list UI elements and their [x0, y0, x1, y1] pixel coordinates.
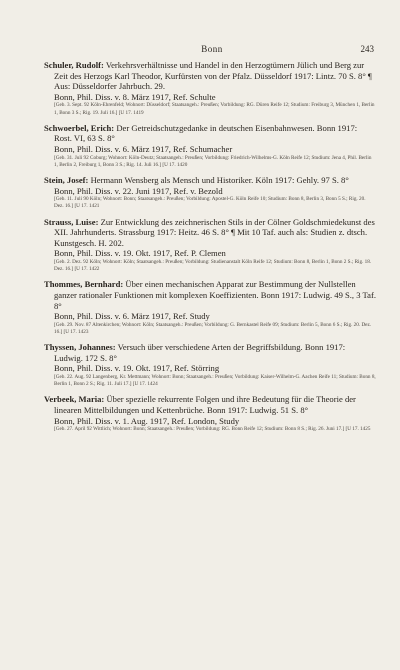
entry-publication: Bonn, Phil. Diss. v. 19. Okt. 1917, Ref. Störring: [54, 363, 220, 374]
entry-publication: Bonn, Phil. Diss. v. 22. Juni 1917, Ref. v. Bezold: [54, 185, 223, 196]
entry-publication: Bonn, Phil. Diss. v. 8. März 1917, Ref. Schulte: [54, 91, 216, 102]
entry-title: Der Getreidschutzgedanke in deutschen Eisenbahnwesen. Bonn 1917: Rost. VI, 63 S. 8°: [54, 122, 358, 144]
entry-list: [44, 60, 376, 439]
entry-publication: Bonn, Phil. Diss. v. 1. Aug. 1917, Ref. London, Study: [54, 415, 240, 426]
entry-biographical-note: [Geb. 3. Sept. 92 Köln-Ehrenfeld; Wohnort: Düsseldorf; Staatsangeh.: Preußen; Vorbildung: RG. Düren Reife 12; Studium: Freiburg 3, München 1, Berlin 1, Bonn 3 S.; Rig. 19. Juli 16.] [U 17. 1419: [54, 102, 375, 116]
entry-author: Strauss, Luise:: [44, 216, 99, 227]
list-item: [44, 217, 376, 274]
page-header: [50, 44, 374, 58]
entry-publication: Bonn, Phil. Diss. v. 6. März 1917, Ref. Study: [54, 311, 210, 322]
list-item: [44, 279, 376, 336]
list-item: [44, 394, 376, 433]
entry-biographical-note: [Geb. 29. Nov. 87 Altenkirchen; Wohnort: Köln; Staatsangeh.: Preußen; Vorbildung: G. Bernkastel Reife 09; Studium: Berlin 5, Bonn 6 S.; Rig. 20. Dez. 16.] [U 17. 1423: [54, 321, 372, 335]
list-item: [44, 60, 376, 117]
entry-author: Thommes, Bernhard:: [44, 279, 124, 290]
entry-publication: Bonn, Phil. Diss. v. 6. März 1917, Ref. Schumacher: [54, 143, 233, 154]
list-item: [44, 175, 376, 211]
entry-author: Stein, Josef:: [44, 174, 89, 185]
page-number: 243: [360, 44, 374, 54]
entry-title: Zur Entwicklung des zeichnerischen Stils in der Cölner Goldschmiedekunst des XII. Jahrhunderts. Strassburg 1917: Heitz. 46 S. 8° ¶ Mit 10 Taf. auch als: Studien z. dtsch. Kunstgesch. H. 202.: [54, 216, 375, 248]
entry-author: Schuler, Rudolf:: [44, 60, 104, 70]
running-head: Bonn: [201, 44, 223, 54]
entry-title: Verkehrsverhältnisse und Handel in den Herzogtümern Jülich und Berg zur Zeit des Herzogs Karl Theodor, Kurfürsten von der Pfalz. Düsseldorf 1917: Lintz. 70 S. 8° ¶ Aus: Düsseldorfer Jahrbuch. 29.: [54, 60, 372, 92]
entry-title: Hermann Wensberg als Mensch und Historiker. Köln 1917: Gehly. 97 S. 8°: [90, 174, 349, 185]
entry-biographical-note: [Geb. 22. Aug. 92 Langenberg, Kr. Mettmann; Wohnort: Bonn; Staatsangeh.: Preußen; Vorbildung: Kaiser-Wilhelm-G. Aachen Reife 11; Studium: Bonn 8, Berlin 1, Bonn 2 S.; Rig. 11. Juli 17.] [U 17. 1424: [54, 373, 376, 388]
entry-author: Verbeek, Maria:: [44, 394, 105, 405]
entry-publication: Bonn, Phil. Diss. v. 19. Okt. 1917, Ref. P. Clemen: [54, 248, 226, 259]
list-item: [44, 342, 376, 388]
entry-author: Thyssen, Johannes:: [44, 342, 116, 353]
entry-biographical-note: [Geb. 31. Juli 92 Coburg; Wohnort: Köln-Deutz; Staatsangeh.: Preußen; Vorbildung: Friedrich-Wilhelms-G. Köln Reife 12; Studium: Jena 4, Phil. Berlin 1, Berlin 2, Freiburg 1, Bonn 3 S.; Rig. 14. Juli 16.] [U 17. 1420: [54, 154, 372, 168]
entry-title: Über einen mechanischen Apparat zur Bestimmung der Nullstellen ganzer rationaler Funktionen mit komplexen Koeffizienten. Bonn 1917: Ludwig. 49 S., 3 Taf. 8°: [54, 279, 376, 311]
entry-title: Versuch über verschiedene Arten der Begriffsbildung. Bonn 1917: Ludwig. 172 S. 8°: [54, 342, 346, 363]
entry-biographical-note: [Geb. 2. Dez. 92 Köln; Wohnort: Köln; Staatsangeh.: Preußen; Vorbildung: Studienanstalt Köln Reife 12; Studium: Bonn 8, Berlin 1, Bonn 2 S.; Rig. 18. Dez. 16.] [U 17. 1422: [54, 258, 372, 273]
list-item: [44, 123, 376, 169]
entry-title: Über spezielle rekurrente Folgen und ihre Bedeutung für die Theorie der linearen Mittelbildungen und Kettenbrüche. Bonn 1917: Ludwig. 51 S. 8°: [54, 394, 356, 415]
entry-biographical-note: [Geb. 11. Juli 90 Köln; Wohnort: Bonn; Staatsangeh.: Preußen; Vorbildung: Apostel-G. Köln Reife 10; Studium: Bonn 8, Berlin 3, Bonn 5 S.; Rig. 20. Dez. 16.] [U 17. 1421: [54, 196, 366, 210]
entry-biographical-note: [Geb. 27. April 92 Wittlich; Wohnort: Bonn; Staatsangeh.: Preußen; Vorbildung: RG. Bonn Reife 12; Studium: Bonn 8 S.; Rig. 26. Juni 17.] [U 17. 1425: [54, 426, 371, 433]
entry-author: Schwoerbel, Erich:: [44, 122, 115, 133]
